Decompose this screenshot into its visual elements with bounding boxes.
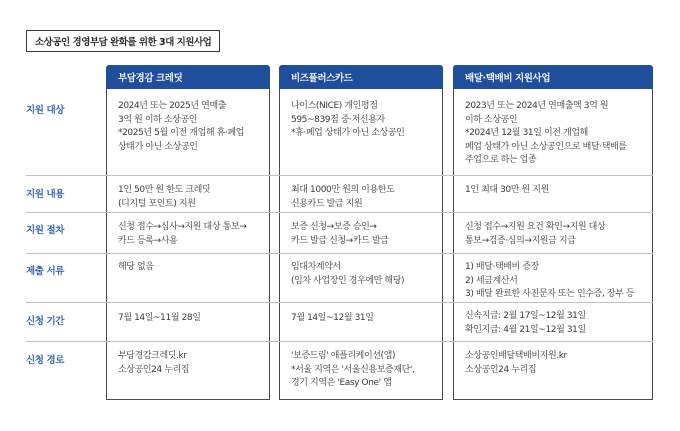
cell-channel-card: '보증드림' 애플리케이션(앱) *서울 지역은 '서울신용보증재단', 경기 지역은 'Easy One' 앱 xyxy=(291,351,415,388)
cell-content-card: 최대 1000만 원의 이용한도 신용카드 발급 지원 xyxy=(291,185,395,209)
row-label-procedure: 지원 절차 xyxy=(26,225,65,236)
cell-content-credit: 1인 50만 원 한도 크레딧 (디지털 포인트) 지원 xyxy=(118,185,211,209)
cell-target-credit: 2024년 또는 2025년 연매출 3억 원 이하 소상공인 *2025년 5월 이전 개업해 휴·폐업 상태가 아닌 소상공인 xyxy=(118,101,244,152)
cell-period-credit: 7월 14일~11월 28일 xyxy=(118,313,201,323)
cell-documents-credit: 해당 없음 xyxy=(118,262,154,272)
cell-period-card: 7월 14일~12월 31일 xyxy=(291,313,374,323)
row-label-channel: 신청 경로 xyxy=(26,355,65,366)
row-divider xyxy=(26,341,653,342)
cell-procedure-delivery: 신청 접수→지원 요건 확인→지원 대상 통보→검증·심의→지원금 지급 xyxy=(465,222,606,246)
cell-content-delivery: 1인 최대 30만 원 지원 xyxy=(465,185,549,195)
row-divider xyxy=(26,253,653,254)
row-divider xyxy=(26,302,653,303)
cell-procedure-card: 보증 신청→보증 승인→ 카드 발급 신청→카드 발급 xyxy=(291,222,389,246)
row-divider xyxy=(26,212,653,213)
row-label-period: 신청 기간 xyxy=(26,316,65,327)
column-header-credit: 부담경감 크레딧 xyxy=(106,65,270,89)
column-header-delivery-support: 배달·택배비 지원사업 xyxy=(453,65,653,89)
row-divider xyxy=(26,175,653,176)
cell-procedure-credit: 신청 접수→심사→지원 대상 통보→ 카드 등록→사용 xyxy=(118,222,247,246)
cell-target-card: 나이스(NICE) 개인평점 595~839점 중·저신용자 *휴·폐업 상태가 아닌 소상공인 xyxy=(291,101,405,138)
row-label-target: 지원 대상 xyxy=(26,105,65,116)
row-label-content: 지원 내용 xyxy=(26,189,65,200)
column-header-bizplus-card: 비즈플러스카드 xyxy=(279,65,443,89)
cell-documents-delivery: 1) 배달·택배비 증장 2) 세금계산서 3) 배달 완료한 사진문자 또는 인수증, 장부 등 xyxy=(465,262,635,299)
row-label-documents: 제출 서류 xyxy=(26,266,65,277)
page-title: 소상공인 경영부담 완화를 위한 3대 지원사업 xyxy=(26,30,220,52)
cell-channel-credit: 부담경감크레딧.kr 소상공인24 누리집 xyxy=(118,351,190,375)
cell-documents-card: 임대차계약서 (임차 사업장인 경우에만 해당) xyxy=(291,262,405,286)
cell-period-delivery: 신속지급: 2월 17일~12월 31일 확인지급: 4월 21일~12월 31일 xyxy=(465,311,586,335)
cell-channel-delivery: 소상공인배달택배비지원.kr 소상공인24 누리집 xyxy=(465,351,567,375)
cell-target-delivery: 2023년 또는 2024년 연매출액 3억 원 이하 소상공인 *2024년 12월 31일 이전 개업해 폐업 상태가 아닌 소상공인으로 배달·택배를 주업으로 하는 업종 xyxy=(465,101,627,165)
